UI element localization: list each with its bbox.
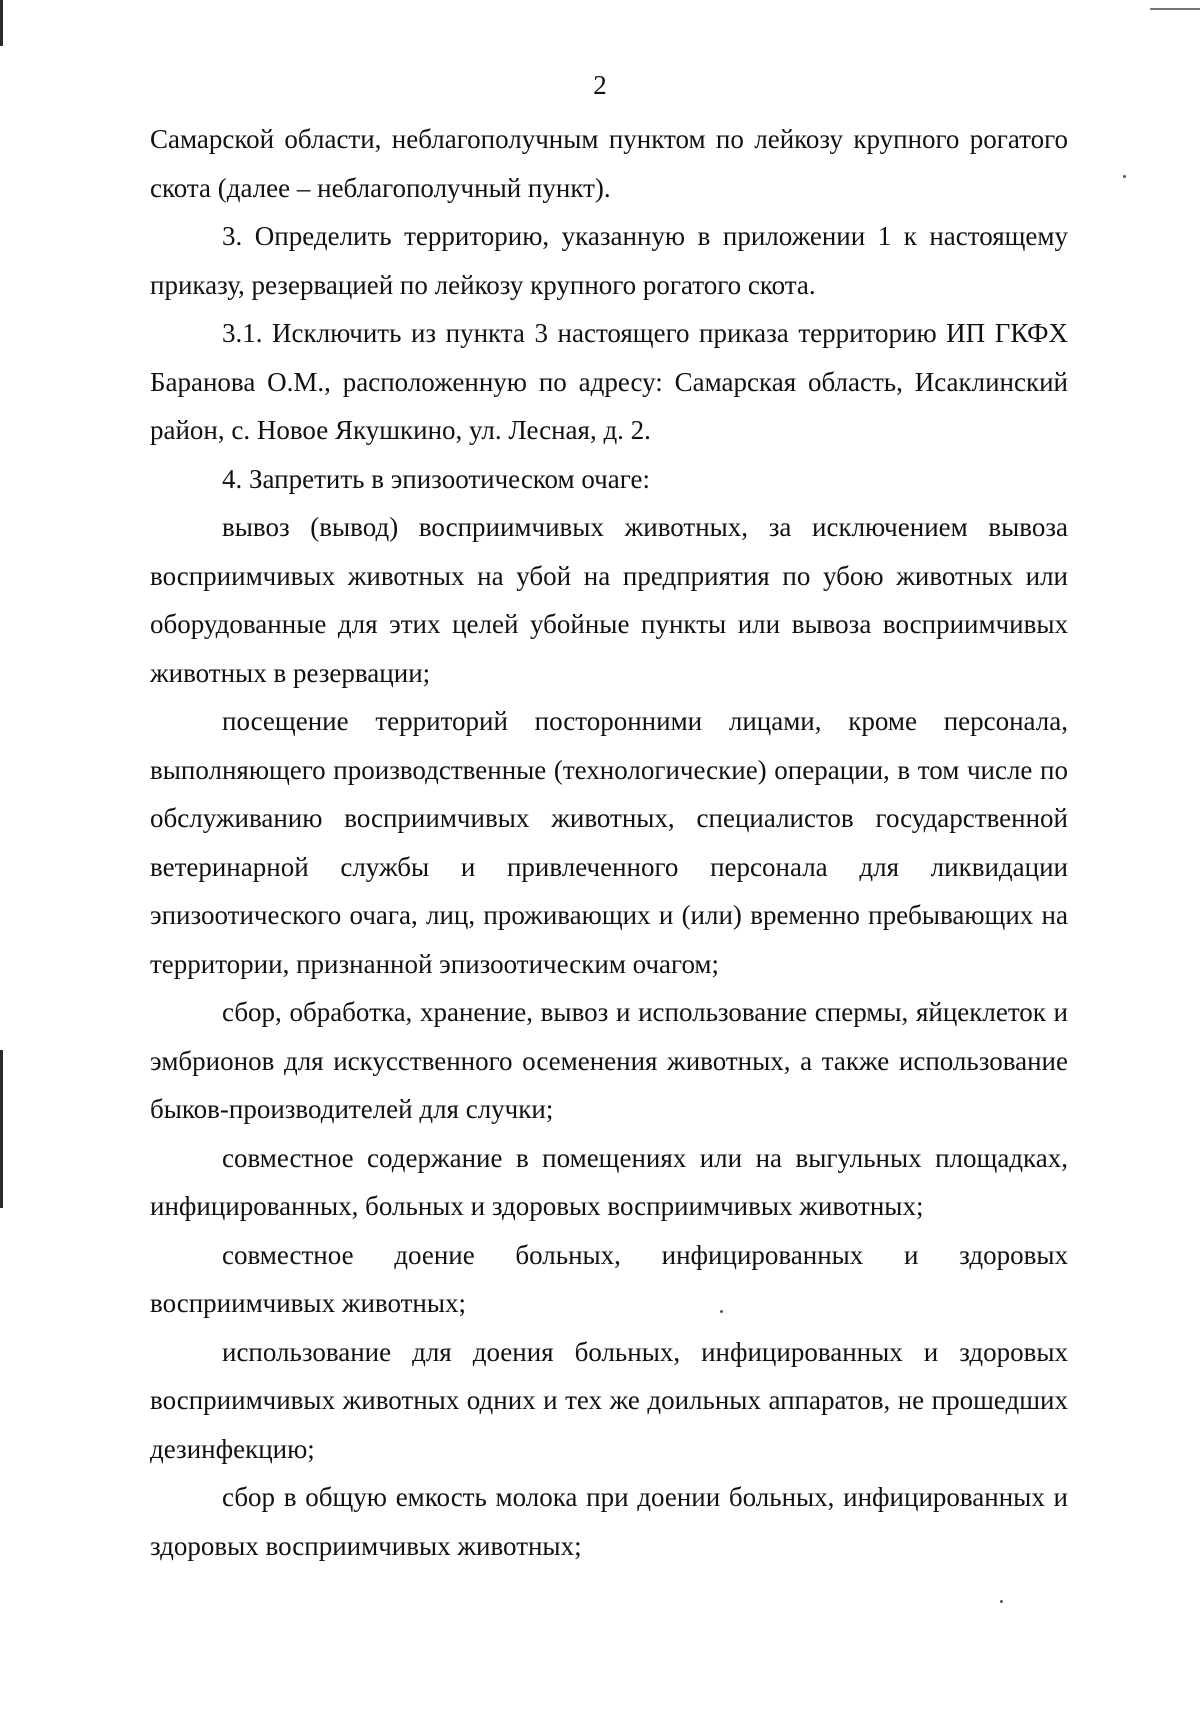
paragraph-item-4: 4. Запретить в эпизоотическом очаге:	[222, 463, 650, 494]
scan-speck	[1123, 175, 1126, 178]
paragraph-item-3-1: 3.1. Исключить из пункта 3 настоящего приказа территорию ИП ГКФХ Баранова О.М., расположенную по адресу: Самарская область, Исаклинский район, с. Новое Якушкино, ул. Лесная, д. 2.	[150, 318, 1068, 445]
scan-edge-mark-top-right	[1150, 8, 1200, 10]
paragraph-item-3: 3. Определить территорию, указанную в приложении 1 к настоящему приказу, резервацией по лейкозу крупного рогатого скота.	[150, 221, 1068, 300]
scan-edge-mark-left	[0, 1050, 3, 1208]
scan-speck	[1000, 1600, 1003, 1603]
scan-edge-mark-top-left	[0, 0, 3, 46]
paragraph-prohibition: вывоз (вывод) восприимчивых животных, за исключением вывоза восприимчивых животных на убой на предприятия по убою животных или оборудованные для этих целей убойные пункты или вывоза восприимчивых животных в резервации;	[150, 512, 1068, 688]
paragraph-continuation: Самарской области, неблагополучным пунктом по лейкозу крупного рогатого скота (далее – неблагополучный пункт).	[150, 124, 1068, 203]
page-number: 2	[593, 70, 607, 100]
paragraph-prohibition: совместное содержание в помещениях или на выгульных площадках, инфицированных, больных и здоровых восприимчивых животных;	[150, 1142, 1068, 1221]
document-body	[150, 115, 1068, 1570]
paragraph-prohibition: сбор в общую емкость молока при доении больных, инфицированных и здоровых восприимчивых животных;	[150, 1482, 1068, 1561]
paragraph-prohibition: сбор, обработка, хранение, вывоз и использование спермы, яйцеклеток и эмбрионов для искусственного осеменения животных, а также использование быков-производителей для случки;	[150, 997, 1068, 1124]
paragraph-prohibition: посещение территорий посторонними лицами, кроме персонала, выполняющего производственные (технологические) операции, в том числе по обслуживанию восприимчивых животных, специалистов государственной ветеринарной службы и привлеченного персонала для ликвидации эпизоотического очага, лиц, проживающих и (или) временно пребывающих на территории, признанной эпизоотическим очагом;	[150, 706, 1068, 979]
paragraph-prohibition: совместное доение больных, инфицированных и здоровых восприимчивых животных;	[150, 1239, 1068, 1318]
paragraph-prohibition: использование для доения больных, инфицированных и здоровых восприимчивых животных одних и тех же доильных аппаратов, не прошедших дезинфекцию;	[150, 1336, 1068, 1464]
